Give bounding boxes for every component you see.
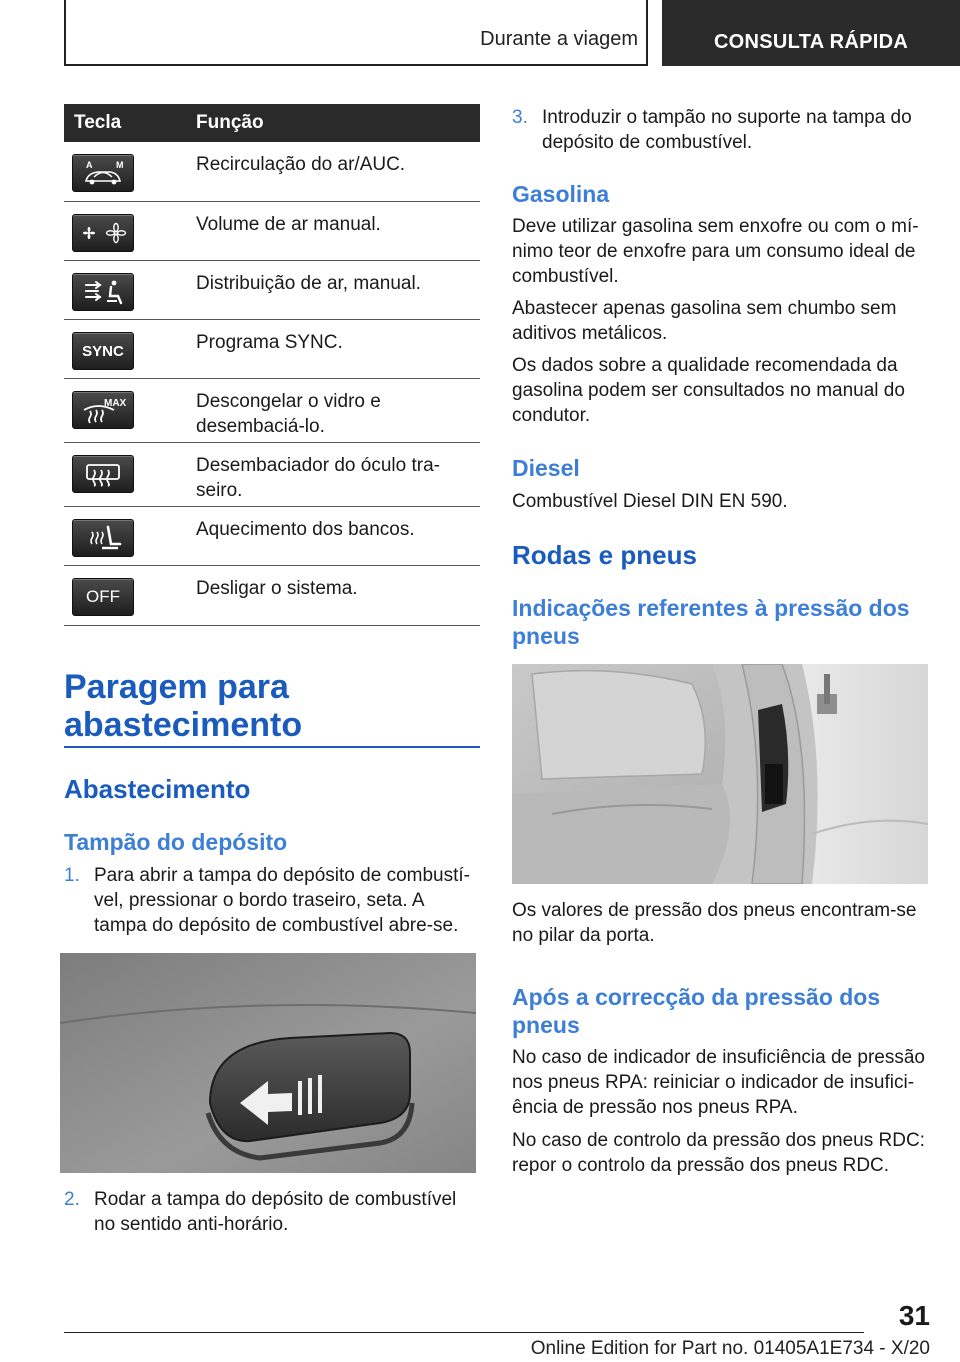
step-text: Introduzir o tampão no suporte na tampa do depósito de combustível. [542,107,912,153]
svg-text:A: A [86,160,93,170]
heading-wheels-tyres: Rodas e pneus [512,540,697,570]
table-row [64,507,480,566]
step-1 [64,863,480,938]
table-row [64,443,480,507]
table-cell-function: Desembaciador do óculo traseiro. [196,455,440,501]
step-text: Para abrir a tampa do depósito de combustível, pressionar o bordo traseiro, seta. A tampa do depósito de combustível abre-se. [94,865,470,936]
rear-defogger-icon [72,455,134,493]
climate-keys-table [64,104,480,626]
table-row [64,142,480,202]
header-rule [64,64,648,66]
table-row [64,261,480,320]
table-cell-function: Volume de ar manual. [196,214,381,235]
tyre-pressure-info-paragraph: Os valores de pressão dos pneus encontram-se no pilar da porta. [512,900,917,946]
sync-icon: SYNC [72,332,134,370]
table-header-key: Tecla [74,112,122,133]
after-correction-paragraph-1: No caso de indicador de insuficiência de pressão nos pneus RPA: reiniciar o indicador de insuficiência de pressão nos pneus RPA. [512,1047,925,1118]
petrol-paragraph-1: Deve utilizar gasolina sem enxofre ou com o mínimo teor de enxofre para um consumo ideal de combustível. [512,216,919,287]
heading-refuelling-stop: Paragem para abastecimento [64,668,303,744]
table-cell-function: Recirculação do ar/AUC. [196,154,406,175]
fuel-flap-photo [60,953,476,1173]
step-number: 3. [512,107,528,128]
step-number: 2. [64,1189,80,1210]
diesel-paragraph: Combustível Diesel DIN EN 590. [512,491,788,512]
table-cell-function: Descongelar o vidro e desembaciá-lo. [196,391,381,437]
page-number: 31 [898,1300,930,1331]
table-cell-function: Desligar o sistema. [196,578,358,599]
defrost-max-icon [72,391,134,429]
fan-speed-icon [72,214,134,252]
door-pillar-photo [512,664,928,884]
heading-petrol: Gasolina [512,181,610,207]
petrol-paragraph-3: Os dados sobre a qualidade recomendada da gasolina podem ser consultados no manual do condutor. [512,355,905,426]
step-3 [512,105,928,155]
table-cell-function: Distribuição de ar, manual. [196,273,421,294]
heading-diesel: Diesel [512,455,580,481]
heading-fuel-cap: Tampão do depósito [64,829,288,855]
header-left-tick [64,0,66,66]
heading-tyre-pressure-info: Indicações referentes à pressão dos pneus [512,595,910,649]
seat-heating-icon [72,519,134,557]
air-distribution-icon [72,273,134,311]
svg-text:M: M [116,160,124,170]
table-row [64,202,480,261]
header-tab-quick-reference[interactable]: CONSULTA RÁPIDA [662,0,960,66]
table-header-function: Função [196,112,264,133]
svg-text:MAX: MAX [104,398,127,409]
step-2 [64,1187,480,1237]
heading-refuelling: Abastecimento [64,774,251,804]
heading-after-pressure-correction: Após a correcção da pressão dos pneus [512,984,881,1038]
after-correction-paragraph-2: No caso de controlo da pressão dos pneus RDC: repor o controlo da pressão dos pneus RDC. [512,1130,925,1176]
table-cell-function: Aquecimento dos bancos. [196,519,415,540]
step-number: 1. [64,865,80,886]
footer-rule [64,1332,864,1333]
table-row [64,379,480,443]
header-mid-tick [646,0,648,66]
heading-rule [64,746,480,748]
table-row [64,320,480,379]
table-cell-function: Programa SYNC. [196,332,343,353]
footer-edition: Online Edition for Part no. 01405A1E734 - X/20 [530,1338,930,1359]
header-section-label: Durante a viagem [480,28,638,50]
table-row [64,566,480,626]
step-text: Rodar a tampa do depósito de combustível no sentido anti-horário. [94,1189,457,1235]
table-header [64,104,480,142]
off-icon: OFF [72,578,134,616]
air-recirculation-auc-icon [72,154,134,192]
petrol-paragraph-2: Abastecer apenas gasolina sem chumbo sem aditivos metálicos. [512,298,897,344]
